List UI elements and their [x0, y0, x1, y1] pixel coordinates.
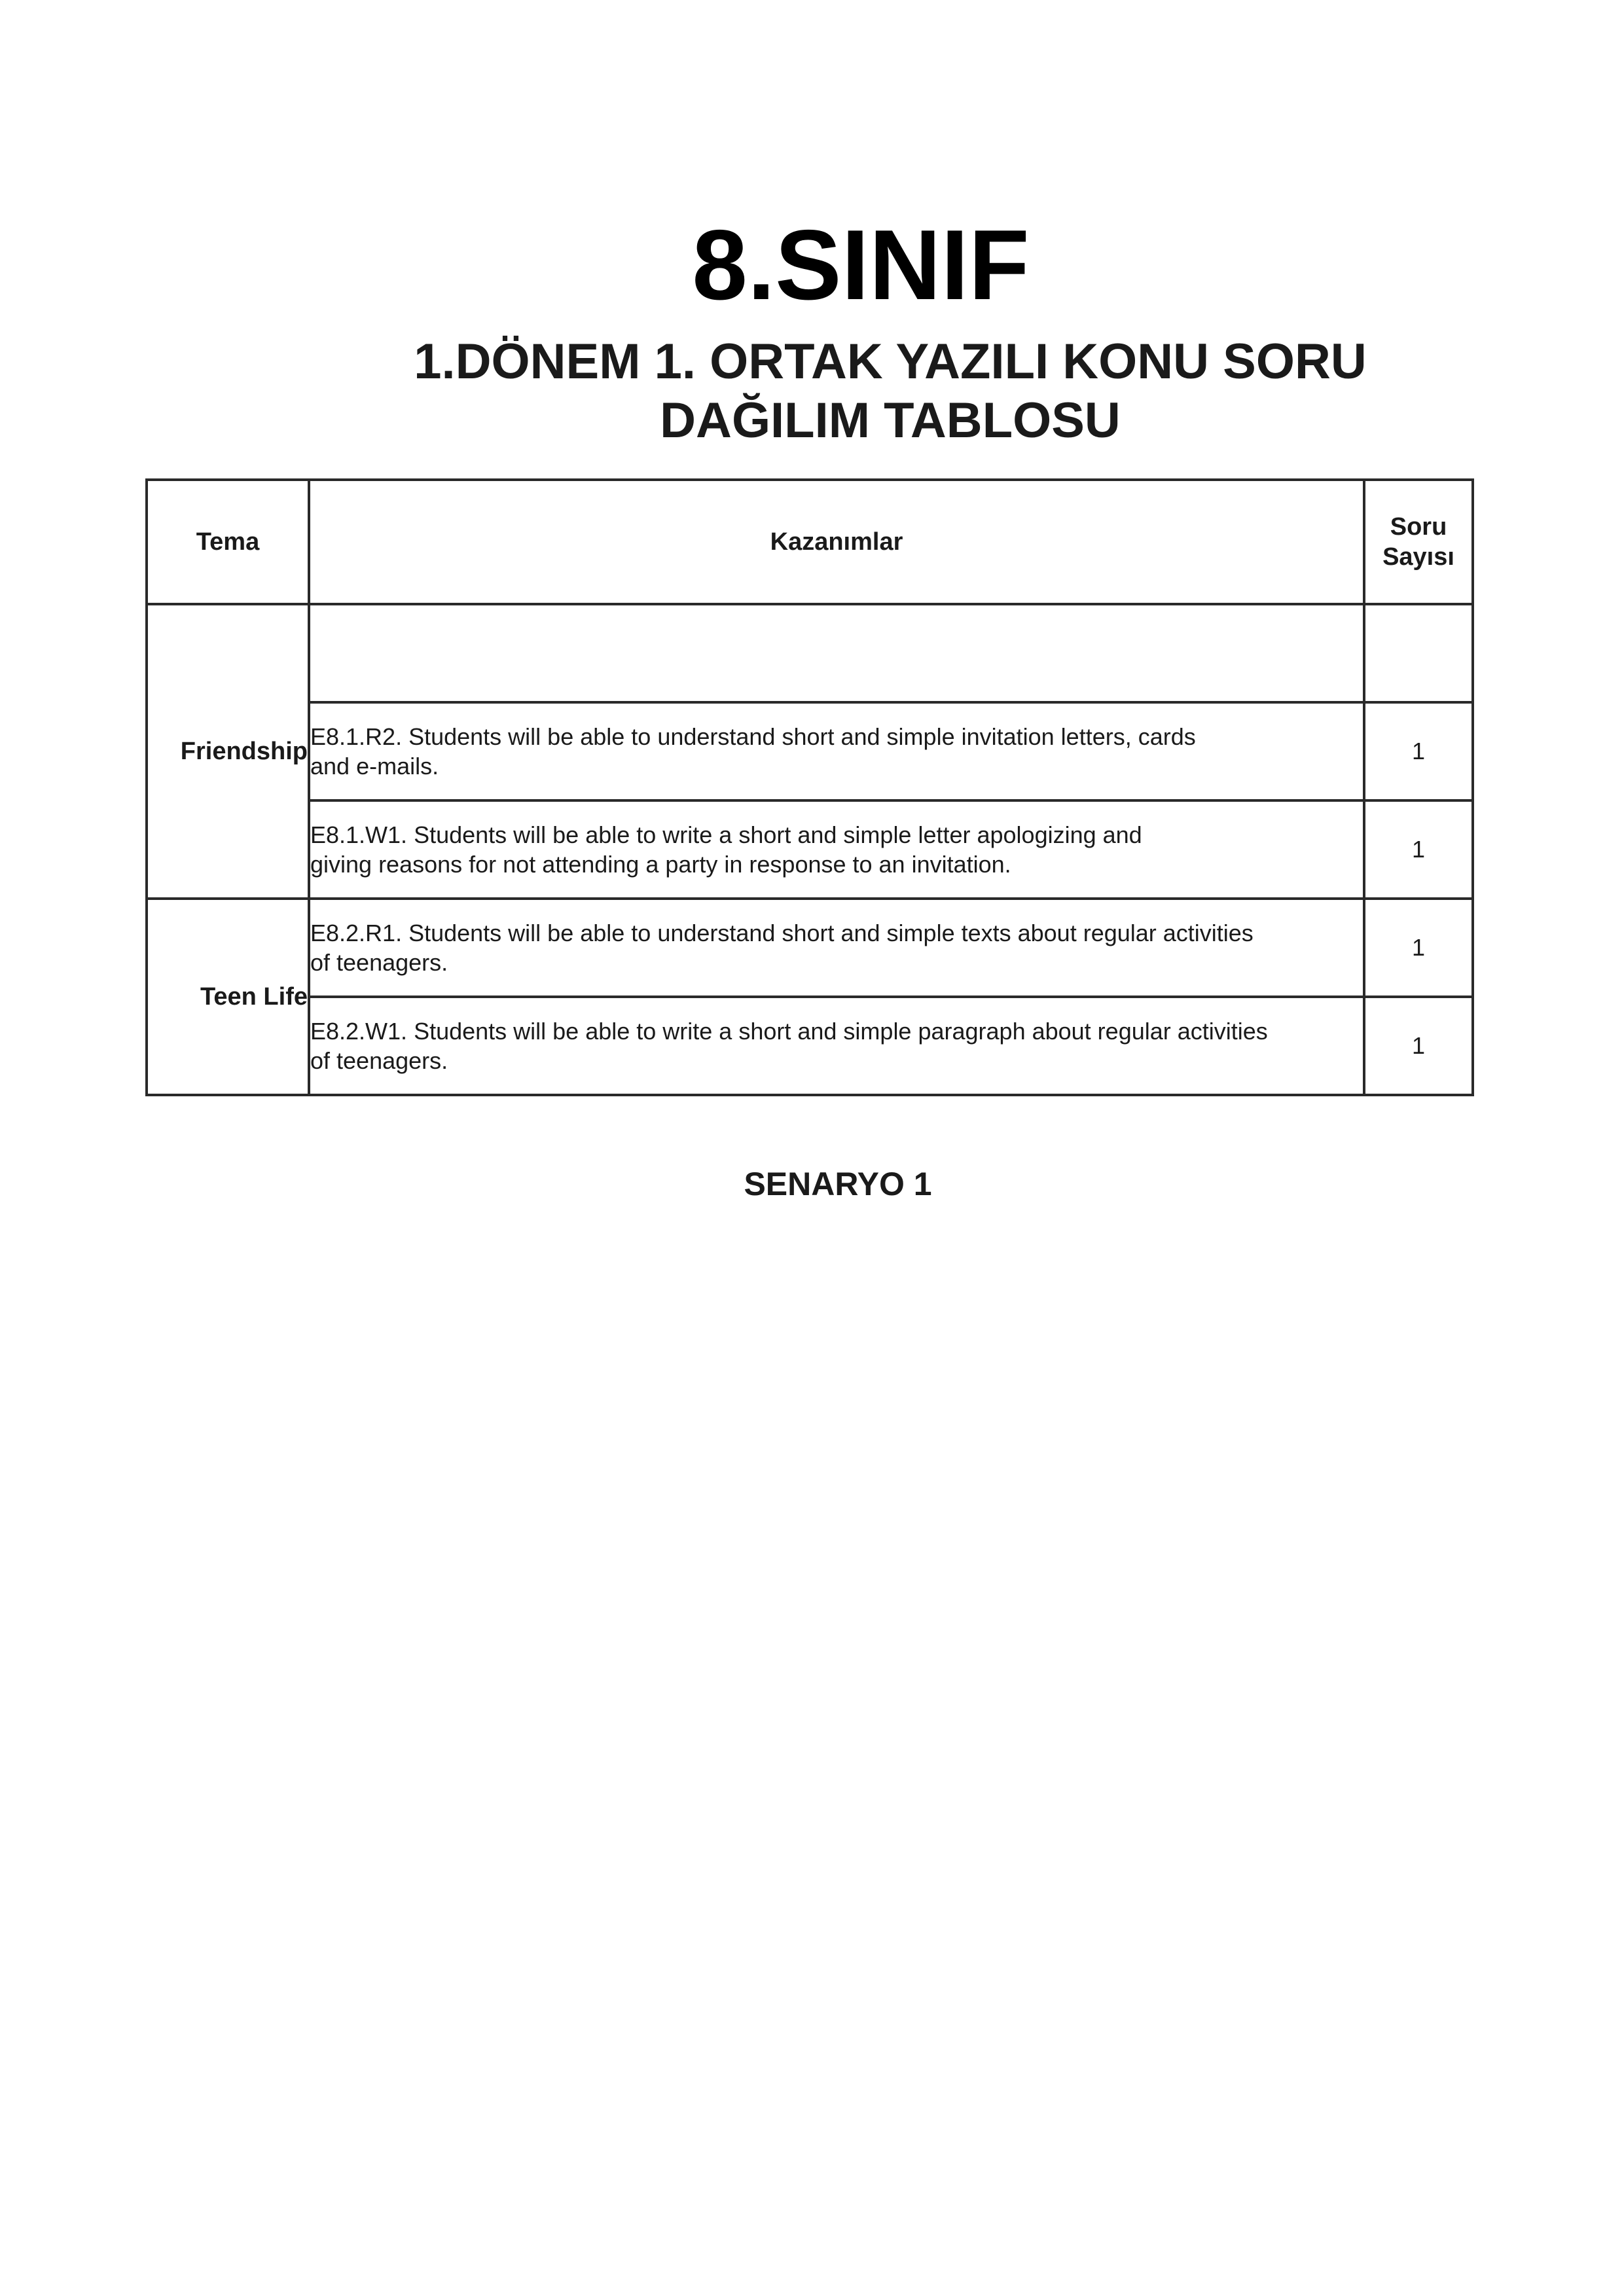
outcome-line-1: E8.2.W1. Students will be able to write a short and simple paragraph about regular activities: [310, 1018, 1268, 1045]
outcome-line-1: E8.2.R1. Students will be able to understand short and simple texts about regular activities: [310, 920, 1254, 946]
header-soru-line-2: Sayısı: [1382, 543, 1454, 571]
outcome-cell: [309, 702, 1364, 800]
table-header-row: [147, 480, 1473, 604]
outcome-cell: [309, 997, 1364, 1095]
outcome-cell: [309, 899, 1364, 997]
header-kazanimlar: Kazanımlar: [309, 480, 1364, 604]
table-row: [147, 800, 1473, 899]
outcome-line-2: and e-mails.: [310, 753, 439, 780]
outcome-line-2: giving reasons for not attending a party in response to an invitation.: [310, 851, 1011, 878]
outcome-cell: [309, 800, 1364, 899]
outcome-line-1: E8.1.W1. Students will be able to write a short and simple letter apologizing and: [310, 821, 1142, 848]
header-soru-sayisi: [1364, 480, 1473, 604]
outcome-cell-empty: [309, 604, 1364, 702]
page-title: 8.SINIF: [692, 209, 1030, 321]
theme-cell-teen-life: Teen Life: [147, 899, 309, 1095]
table-row: [147, 604, 1473, 702]
distribution-table: [145, 478, 1474, 1096]
table-row: [147, 702, 1473, 800]
outcome-line-1: E8.1.R2. Students will be able to understand short and simple invitation letters, cards: [310, 723, 1196, 750]
theme-cell-friendship: Friendship: [147, 604, 309, 899]
table-row: [147, 997, 1473, 1095]
question-count-cell: 1: [1364, 702, 1473, 800]
header-soru-line-1: Soru: [1390, 513, 1447, 541]
page-subtitle: [367, 332, 1414, 450]
subtitle-line-1: 1.DÖNEM 1. ORTAK YAZILI KONU SORU: [414, 334, 1367, 389]
scenario-heading: SENARYO 1: [744, 1166, 932, 1202]
header-tema: Tema: [147, 480, 309, 604]
table-row: [147, 899, 1473, 997]
outcome-line-2: of teenagers.: [310, 1047, 448, 1074]
outcome-line-2: of teenagers.: [310, 949, 448, 976]
question-count-cell: 1: [1364, 800, 1473, 899]
subtitle-line-2: DAĞILIM TABLOSU: [660, 393, 1121, 448]
question-count-cell: 1: [1364, 997, 1473, 1095]
question-count-cell: [1364, 604, 1473, 702]
question-count-cell: 1: [1364, 899, 1473, 997]
